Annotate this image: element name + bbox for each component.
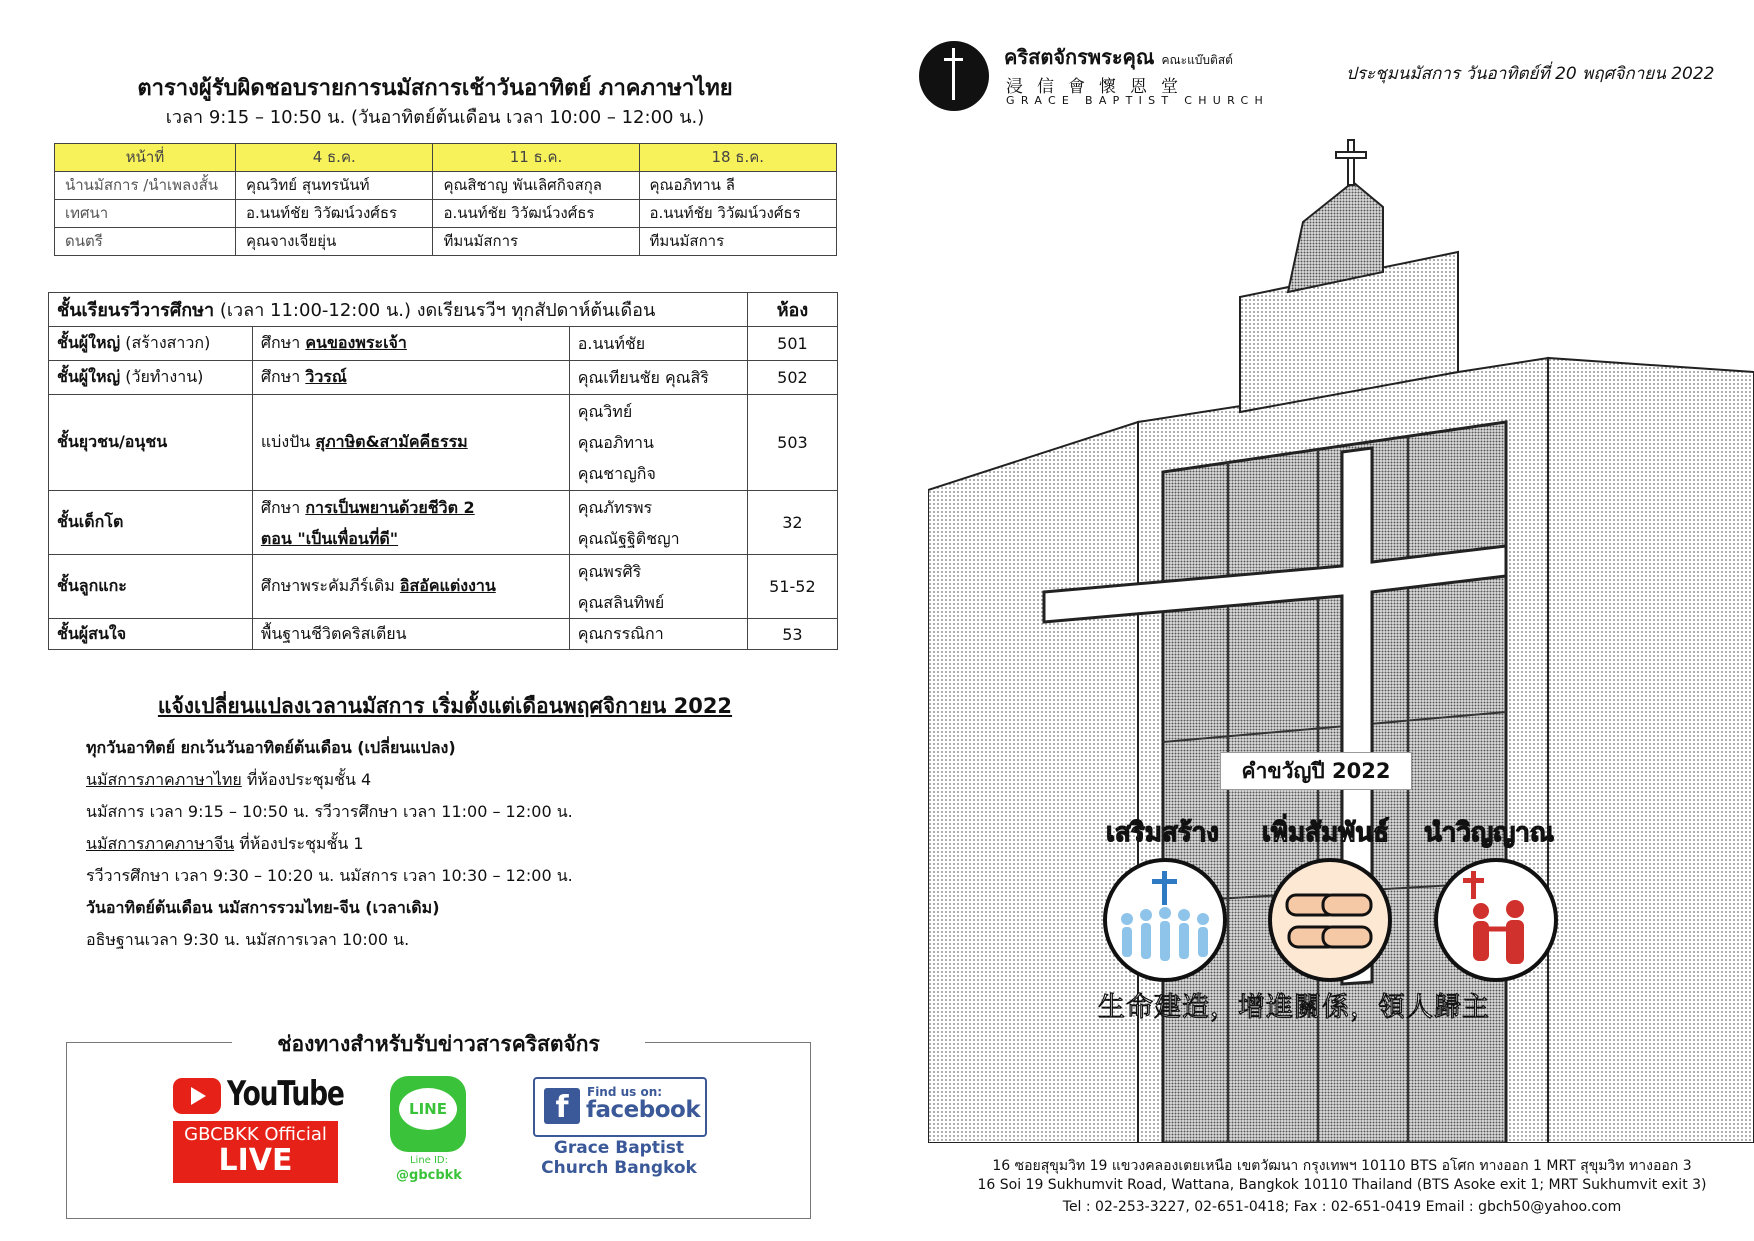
service-date: ประชุมนมัสการ วันอาทิตย์ที่ 20 พฤศจิกายน 2022 xyxy=(1346,64,1715,84)
header-cell: หน้าที่ xyxy=(55,144,236,172)
duty-table xyxy=(54,143,837,256)
table-cell: คุณอภิทาน ลี xyxy=(639,172,836,200)
role-cell: นำนมัสการ /นำเพลงสั้น xyxy=(55,172,236,200)
people-cross-icon xyxy=(1102,857,1228,983)
table-cell: คุณจางเจียยุ่น xyxy=(236,228,433,256)
table-row xyxy=(49,555,838,619)
topic-prefix: ศึกษา xyxy=(260,367,306,386)
facebook-page-name: Church Bangkok xyxy=(541,1158,697,1178)
teacher-name: คุณกรรณิกา xyxy=(577,623,664,643)
topic-prefix: พื้นฐานชีวิตคริสเตียน xyxy=(260,623,407,643)
role-cell: เทศนา xyxy=(55,200,236,228)
youtube-brand: YouTube xyxy=(227,1074,344,1114)
teacher-name: คุณภัทรพร xyxy=(577,497,653,517)
class-cell xyxy=(49,395,253,491)
leading-people-icon xyxy=(1433,857,1559,983)
topic-prefix: ศึกษา xyxy=(260,333,306,352)
duty-table-title: ตารางผู้รับผิดชอบรายการนมัสการเช้าวันอาทิตย์ ภาคภาษาไทย xyxy=(137,76,733,101)
line-id-label: Line ID: xyxy=(409,1155,449,1166)
room-cell: 32 xyxy=(747,491,837,555)
notice-line: อธิษฐานเวลา 9:30 น. นมัสการเวลา 10:00 น. xyxy=(86,930,410,949)
table-cell: ทีมนมัสการ xyxy=(433,228,639,256)
duty-table-header xyxy=(55,144,837,172)
topic-title: วิวรณ์ xyxy=(305,367,347,386)
table-cell: คุณสิชาญ พันเลิศกิจสกุล xyxy=(433,172,639,200)
teacher-name: คุณชาญกิจ xyxy=(577,464,656,483)
role-cell: ดนตรี xyxy=(55,228,236,256)
youtube-channel-name: GBCBKK Official xyxy=(184,1124,327,1145)
topic-cell xyxy=(252,327,569,361)
teacher-name: คุณสลินทิพย์ xyxy=(577,592,665,612)
topic-title: สุภาษิต&สามัคคีธรรม xyxy=(315,432,468,451)
teacher-cell xyxy=(569,327,747,361)
teacher-name: คุณวิทย์ xyxy=(577,402,633,421)
table-row xyxy=(55,200,837,228)
notice-title: แจ้งเปลี่ยนแปลงเวลานมัสการ เริ่มตั้งแต่เดือนพฤศจิกายน 2022 xyxy=(157,694,733,718)
topic-title: คนของพระเจ้า xyxy=(305,333,407,352)
table-cell: ทีมนมัสการ xyxy=(639,228,836,256)
room-cell: 502 xyxy=(747,361,837,395)
topic-cell xyxy=(252,395,569,491)
class-cell xyxy=(49,619,253,650)
header-cell: 4 ธ.ค. xyxy=(236,144,433,172)
notice-body xyxy=(86,732,573,956)
church-denomination: คณะแบ๊บติสต์ xyxy=(1161,53,1233,67)
address-english: 16 Soi 19 Sukhumvit Road, Wattana, Bangkok 10110 Thailand (BTS Asoke exit 1; MRT Sukhumvit exit 3) xyxy=(977,1177,1707,1193)
motto-chinese: 生命建造，增進關係，領人歸主 xyxy=(1098,992,1490,1023)
sunday-school-table xyxy=(48,292,838,650)
church-logo-icon xyxy=(918,40,990,112)
room-cell: 503 xyxy=(747,395,837,491)
teacher-name: คุณณัฐฐิติชญา xyxy=(577,528,680,548)
sunday-school-title xyxy=(49,293,748,327)
table-cell: คุณวิทย์ สุนทรนันท์ xyxy=(236,172,433,200)
motto-word: เสริมสร้าง xyxy=(1106,818,1219,848)
motto-word: เพิ่มสัมพันธ์ xyxy=(1262,818,1389,848)
church-name-cn: 浸信會懷恩堂 xyxy=(1006,77,1192,97)
youtube-link[interactable] xyxy=(173,1074,344,1183)
sunday-school-title-bold: ชั้นเรียนรวีวารศึกษา xyxy=(57,300,215,321)
topic-subtitle: ตอน "เป็นเพื่อนที่ดี" xyxy=(260,528,399,548)
facebook-badge xyxy=(533,1077,707,1137)
room-cell: 51-52 xyxy=(747,555,837,619)
notice-line: ทุกวันอาทิตย์ ยกเว้นวันอาทิตย์ต้นเดือน (เปลี่ยนแปลง) xyxy=(86,738,456,757)
topic-prefix: ศึกษาพระคัมภีร์เดิม xyxy=(260,576,400,595)
table-row xyxy=(49,619,838,650)
facebook-link[interactable] xyxy=(530,1077,708,1187)
line-id: @gbcbkk xyxy=(396,1168,462,1183)
youtube-label xyxy=(173,1121,338,1183)
class-name: ชั้นผู้ใหญ่ xyxy=(57,367,121,386)
topic-line xyxy=(261,492,561,523)
teacher-cell xyxy=(569,619,747,650)
notice-heading: นมัสการภาคภาษาไทย xyxy=(86,770,242,789)
class-detail: (สร้างสาวก) xyxy=(120,333,211,352)
table-row xyxy=(49,491,838,555)
channels-title: ช่องทางสำหรับรับข่าวสารคริสตจักร xyxy=(277,1032,600,1056)
youtube-play-icon xyxy=(173,1078,221,1114)
class-name: ชั้นผู้ใหญ่ xyxy=(57,333,121,352)
table-row xyxy=(49,361,838,395)
sunday-school-header xyxy=(49,293,838,327)
topic-title: อิสอัคแต่งงาน xyxy=(399,576,496,595)
topic-prefix: แบ่งปัน xyxy=(260,432,316,451)
topic-title: การเป็นพยานด้วยชีวิต 2 xyxy=(305,497,475,517)
topic-prefix: ศึกษา xyxy=(260,497,306,517)
line-icon xyxy=(390,1076,466,1152)
teacher-cell xyxy=(569,491,747,555)
notice-line xyxy=(86,764,573,796)
address-thai: 16 ซอยสุขุมวิท 19 แขวงคลองเตยเหนือ เขตวัฒนา กรุงเทพฯ 10110 BTS อโศก ทางออก 1 MRT สุขุมวิท ทางออก 3 xyxy=(992,1158,1692,1174)
room-header: ห้อง xyxy=(747,293,837,327)
class-name: ชั้นยุวชน/อนุชน xyxy=(57,432,168,451)
line-brand: LINE xyxy=(409,1100,447,1118)
church-name-en: GRACE BAPTIST CHURCH xyxy=(1006,94,1270,107)
teacher-name: คุณเทียนชัย คุณสิริ xyxy=(577,368,709,387)
class-cell xyxy=(49,555,253,619)
teacher-name: คุณพรศิริ xyxy=(577,561,642,581)
class-name: ชั้นเด็กโต xyxy=(57,512,124,531)
topic-cell xyxy=(252,619,569,650)
contact-info: Tel : 02-253-3227, 02-651-0418; Fax : 02-651-0419 Email : gbch50@yahoo.com xyxy=(1062,1199,1622,1215)
table-cell: อ.นนท์ชัย วิวัฒน์วงศ์ธร xyxy=(639,200,836,228)
motto-title: คำขวัญปี 2022 xyxy=(1220,752,1412,790)
topic-cell xyxy=(252,491,569,555)
notice-text: ที่ห้องประชุมชั้น 1 xyxy=(234,834,364,853)
class-cell xyxy=(49,361,253,395)
topic-cell xyxy=(252,361,569,395)
class-cell xyxy=(49,327,253,361)
facebook-f-icon: f xyxy=(544,1088,580,1124)
table-row xyxy=(49,395,838,491)
class-name: ชั้นผู้สนใจ xyxy=(57,623,127,643)
teacher-cell xyxy=(569,361,747,395)
handshake-icon xyxy=(1267,857,1393,983)
table-row xyxy=(55,172,837,200)
duty-table-subtitle: เวลา 9:15 – 10:50 น. (วันอาทิตย์ต้นเดือน เวลา 10:00 – 12:00 น.) xyxy=(165,107,705,128)
teacher-cell xyxy=(569,395,747,491)
youtube-live-label: LIVE xyxy=(218,1143,293,1178)
notice-heading: นมัสการภาคภาษาจีน xyxy=(86,834,235,853)
line-link[interactable] xyxy=(388,1076,470,1188)
class-detail: (วัยทำงาน) xyxy=(120,367,204,386)
topic-cell xyxy=(252,555,569,619)
notice-text: ที่ห้องประชุมชั้น 4 xyxy=(241,770,372,789)
table-cell: อ.นนท์ชัย วิวัฒน์วงศ์ธร xyxy=(236,200,433,228)
class-name: ชั้นลูกแกะ xyxy=(57,576,127,595)
class-cell xyxy=(49,491,253,555)
notice-line: นมัสการ เวลา 9:15 – 10:50 น. รวีวารศึกษา เวลา 11:00 – 12:00 น. xyxy=(86,802,573,821)
notice-line: วันอาทิตย์ต้นเดือน นมัสการรวมไทย-จีน (เวลาเดิม) xyxy=(86,898,440,917)
table-row xyxy=(55,228,837,256)
teacher-cell xyxy=(569,555,747,619)
header-cell: 18 ธ.ค. xyxy=(639,144,836,172)
church-name-th xyxy=(1004,41,1233,73)
notice-line: รวีวารศึกษา เวลา 9:30 – 10:20 น. นมัสการ เวลา 10:30 – 12:00 น. xyxy=(86,866,573,885)
table-row xyxy=(49,327,838,361)
teacher-name: คุณอภิทาน xyxy=(577,433,654,452)
church-name: คริสตจักรพระคุณ xyxy=(1004,45,1155,69)
room-cell: 53 xyxy=(747,619,837,650)
room-cell: 501 xyxy=(747,327,837,361)
facebook-page-name: Grace Baptist xyxy=(553,1138,685,1158)
sunday-school-title-rest: (เวลา 11:00-12:00 น.) งดเรียนรวีฯ ทุกสัปดาห์ต้นเดือน xyxy=(214,300,656,321)
motto-word: นำวิญญาณ xyxy=(1424,818,1554,848)
notice-line xyxy=(86,828,573,860)
teacher-name: อ.นนท์ชัย xyxy=(577,334,646,353)
facebook-brand: facebook xyxy=(586,1097,701,1123)
header-cell: 11 ธ.ค. xyxy=(433,144,639,172)
table-cell: อ.นนท์ชัย วิวัฒน์วงศ์ธร xyxy=(433,200,639,228)
facebook-find-label: Find us on: xyxy=(587,1085,663,1099)
